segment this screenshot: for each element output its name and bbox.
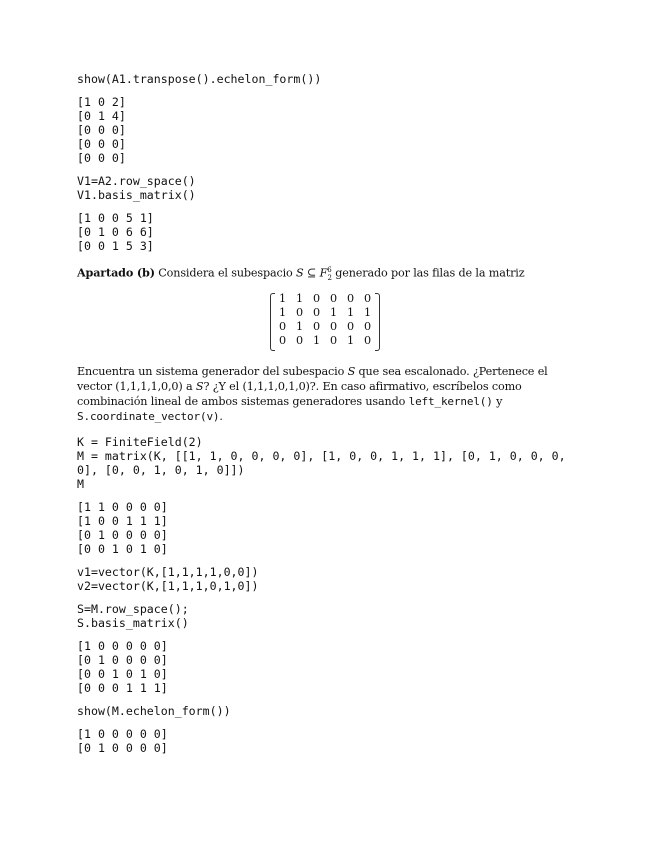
function-coordinate-vector: S.coordinate_vector(v) (77, 409, 220, 423)
matrix-cell: 0 (295, 333, 304, 347)
question-text: a (185, 379, 193, 393)
code-line: 0], [0, 0, 1, 0, 1, 0]]) (77, 462, 245, 477)
output-cell-m (77, 500, 577, 556)
matrix-cell: 1 (346, 305, 355, 319)
matrix-cell: 0 (363, 291, 372, 305)
code-cell-echelon-a1 (77, 72, 577, 86)
code-cell-vectors (77, 565, 577, 593)
output-cell-basis-s (77, 639, 577, 695)
matrix-row (274, 334, 376, 348)
code-line: V1=A2.row_space() (77, 174, 196, 188)
subset-symbol: ⊆ (306, 266, 317, 280)
matrix-cell: 1 (278, 291, 287, 305)
matrix-cell: 1 (312, 333, 321, 347)
section-intro: Considera el subespacio (158, 266, 293, 280)
output-line: [0 1 0 0 0 0] (77, 740, 168, 755)
left-bracket (270, 293, 275, 351)
output-line: [1 0 0 0 0 0] (77, 638, 168, 653)
matrix-cell: 0 (278, 319, 287, 333)
output-line: [0 0 0] (77, 137, 126, 151)
notebook-page (77, 72, 577, 755)
output-cell-echelon-m (77, 727, 577, 755)
question-text: y (496, 394, 503, 408)
output-line: [0 0 1 5 3] (77, 239, 154, 253)
output-line: [0 0 0 1 1 1] (77, 680, 168, 695)
code-line: K = FiniteField(2) (77, 434, 203, 449)
set-symbol: S (347, 364, 356, 378)
matrix-cell: 0 (346, 319, 355, 333)
output-line: [1 0 0 1 1 1] (77, 513, 168, 528)
code-line: S.basis_matrix() (77, 615, 189, 630)
matrix-cell: 0 (329, 291, 338, 305)
field-exponent: 6 (327, 266, 332, 274)
question-text: lineal de ambos sistemas generadores usando (150, 394, 406, 408)
section-b-statement (77, 263, 577, 286)
code-line: v2=vector(K,[1,1,1,0,1,0]) (77, 578, 259, 593)
set-symbol: S (195, 379, 204, 393)
question-text: que sea escalonado. ¿Pertenece el vector (77, 364, 548, 393)
output-line: [0 0 0] (77, 123, 126, 137)
code-cell-echelon-m (77, 704, 577, 718)
matrix-cell: 1 (295, 319, 304, 333)
question-text: Encuentra un sistema generador del subespacio (77, 364, 345, 378)
matrix-cell: 0 (363, 319, 372, 333)
vector-2: (1,1,1,0,1,0) (242, 379, 310, 393)
matrix-cell: 0 (312, 305, 321, 319)
code-line: show(A1.transpose().echelon_form()) (77, 72, 322, 86)
output-cell-echelon-a1 (77, 95, 577, 165)
code-cell-define-m (77, 435, 577, 491)
section-label: Apartado (b) (77, 265, 155, 280)
output-cell-basis-v1 (77, 211, 577, 253)
output-line: [0 1 4] (77, 109, 126, 123)
matrix-cell: 0 (329, 333, 338, 347)
output-line: [1 0 2] (77, 95, 126, 109)
matrix-cell: 0 (295, 305, 304, 319)
field-subscript: 2 (327, 273, 332, 282)
matrix (274, 292, 376, 348)
matrix-row (274, 292, 376, 306)
question-text: ? ¿Y el (203, 379, 240, 393)
matrix-cell: 0 (346, 291, 355, 305)
vector-1: (1,1,1,1,0,0) (115, 379, 183, 393)
output-line: [1 0 0 0 0 0] (77, 726, 168, 741)
matrix-cell: 1 (278, 305, 287, 319)
field-symbol: F (319, 266, 328, 280)
function-left-kernel: left_kernel() (408, 394, 493, 408)
matrix-row (274, 306, 376, 320)
set-symbol: S (296, 266, 304, 280)
matrix-table (274, 292, 376, 348)
output-line: [0 0 1 0 1 0] (77, 541, 168, 556)
right-bracket (375, 293, 380, 351)
output-line: [1 0 0 5 1] (77, 211, 154, 225)
output-line: [0 0 0] (77, 151, 126, 165)
matrix-row (274, 320, 376, 334)
code-line: V1.basis_matrix() (77, 188, 196, 202)
output-line: [0 0 1 0 1 0] (77, 666, 168, 681)
matrix-cell: 0 (312, 319, 321, 333)
matrix-cell: 1 (363, 305, 372, 319)
matrix-cell: 0 (312, 291, 321, 305)
output-line: [0 1 0 0 0 0] (77, 527, 168, 542)
code-line: v1=vector(K,[1,1,1,1,0,0]) (77, 564, 259, 579)
question-text: . (219, 409, 223, 423)
output-line: [0 1 0 0 0 0] (77, 652, 168, 667)
matrix-cell: 0 (278, 333, 287, 347)
code-line: S=M.row_space(); (77, 601, 189, 616)
matrix-cell: 1 (329, 305, 338, 319)
code-cell-row-space (77, 174, 577, 202)
matrix-cell: 1 (346, 333, 355, 347)
code-line: M (77, 476, 84, 491)
section-tail: generado por las filas de la matriz (335, 266, 525, 280)
code-line: M = matrix(K, [[1, 1, 0, 0, 0, 0], [1, 0, 0, 1, 1, 1], [0, 1, 0, 0, 0, (77, 448, 566, 463)
question-paragraph (77, 364, 577, 424)
code-line: show(M.echelon_form()) (77, 703, 231, 718)
output-line: [1 1 0 0 0 0] (77, 499, 168, 514)
matrix-display (77, 292, 577, 356)
matrix-cell: 1 (295, 291, 304, 305)
matrix-cell: 0 (363, 333, 372, 347)
code-cell-row-space-s (77, 602, 577, 630)
output-line: [0 1 0 6 6] (77, 225, 154, 239)
matrix-cell: 0 (329, 319, 338, 333)
question-text: ?. En caso afirmativo, escríbelos como combinación (77, 379, 522, 408)
